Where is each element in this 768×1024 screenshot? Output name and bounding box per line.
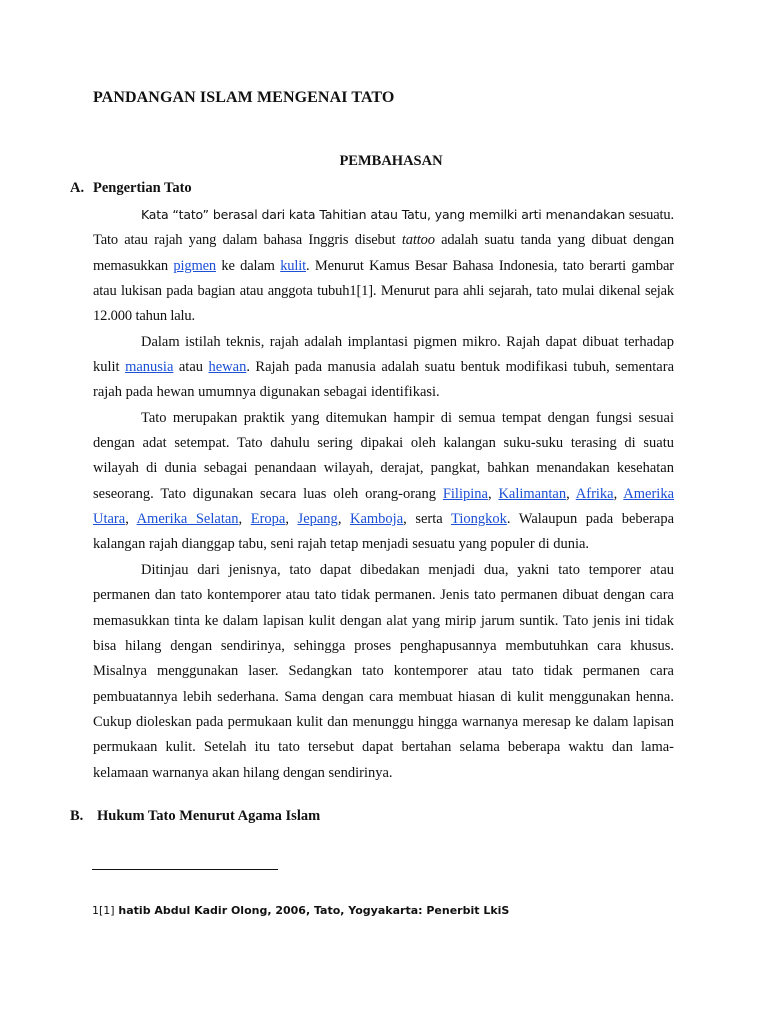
link-pigmen[interactable]: pigmen bbox=[173, 257, 216, 274]
link-amerika-utara[interactable]: Amerika Utara bbox=[93, 485, 675, 528]
link-kalimantan[interactable]: Kalimantan bbox=[498, 485, 567, 502]
subsection-b-heading bbox=[70, 808, 320, 825]
subsection-a-letter: A. bbox=[70, 180, 85, 196]
link-tiongkok[interactable]: Tiongkok bbox=[451, 511, 507, 528]
paragraph-2 bbox=[93, 330, 674, 406]
subsection-a-title: Pengertian Tato bbox=[93, 180, 192, 196]
subsection-b-title: Hukum Tato Menurut Agama Islam bbox=[97, 808, 321, 824]
paragraph-1-text-1: sesuatu. Tato atau rajah yang dalam bahasa Inggris disebut bbox=[93, 207, 674, 249]
link-kamboja[interactable]: Kamboja bbox=[350, 511, 404, 528]
paragraph-1-text-2: adalah suatu tanda yang dibuat dengan memasukkan bbox=[93, 232, 674, 274]
paragraph-2-text-3: . Rajah pada manusia adalah suatu bentuk modifikasi tubuh, sementara rajah pada hewan umumnya digunakan sebagai identifikasi. bbox=[93, 359, 675, 401]
separator: , bbox=[613, 485, 624, 502]
separator: , bbox=[125, 511, 137, 528]
link-amerika-selatan[interactable]: Amerika Selatan bbox=[136, 511, 239, 528]
link-eropa[interactable]: Eropa bbox=[250, 511, 286, 528]
paragraph-1-opening: Kata “tato” berasal dari kata Tahitian atau Tatu, yang memilki arti menandakan bbox=[141, 207, 626, 222]
conjunction-serta: , serta bbox=[403, 511, 451, 528]
link-filipina[interactable]: Filipina bbox=[442, 485, 488, 502]
paragraph-2-text-1: Dalam istilah teknis, rajah adalah implantasi pigmen mikro. Rajah dapat dibuat terhadap kulit bbox=[93, 333, 674, 376]
link-manusia[interactable]: manusia bbox=[125, 359, 174, 376]
link-jepang[interactable]: Jepang bbox=[297, 511, 338, 528]
section-heading bbox=[0, 153, 768, 170]
separator: , bbox=[487, 485, 499, 502]
section-heading-text: PEMBAHASAN bbox=[339, 153, 443, 169]
footnote-divider bbox=[92, 869, 278, 870]
paragraph-3-text-2: . Walaupun pada beberapa kalangan rajah dianggap tabu, seni rajah tetap menjadi sesuatu yang populer di dunia. bbox=[93, 511, 675, 553]
paragraph-1-text-3: ke dalam bbox=[215, 257, 281, 274]
paragraph-3 bbox=[93, 406, 674, 558]
paragraph-1 bbox=[93, 202, 674, 330]
subsection-b-letter: B. bbox=[70, 808, 84, 824]
separator: , bbox=[337, 511, 350, 528]
separator: , bbox=[566, 485, 576, 502]
body-text bbox=[93, 202, 674, 786]
paragraph-1-text-4: . Menurut Kamus Besar Bahasa Indonesia, tato berarti gambar atau lukisan pada bagian atau anggota tubuh1[1]. Menurut para ahli sejarah, tato mulai dikenal sejak 12.000 tahun lalu. bbox=[93, 257, 674, 325]
footnote-text: hatib Abdul Kadir Olong, 2006, Tato, Yogyakarta: Penerbit LkiS bbox=[114, 904, 510, 917]
link-hewan[interactable]: hewan bbox=[208, 359, 247, 376]
link-afrika[interactable]: Afrika bbox=[575, 485, 614, 502]
footnote bbox=[92, 904, 509, 917]
separator: , bbox=[238, 511, 251, 528]
document-title: PANDANGAN ISLAM MENGENAI TATO bbox=[93, 89, 395, 106]
paragraph-2-text-2: atau bbox=[173, 359, 209, 376]
link-kulit[interactable]: kulit bbox=[280, 257, 307, 274]
term-tattoo: tattoo bbox=[401, 232, 435, 249]
separator: , bbox=[285, 511, 298, 528]
footnote-ref: 1[1] bbox=[92, 904, 115, 917]
paragraph-4: Ditinjau dari jenisnya, tato dapat dibedakan menjadi dua, yakni tato temporer atau permanen dan tato kontemporer atau tato tidak permanen. Jenis tato permanen dibuat dengan cara memasukkan tinta ke dalam lapisan kulit dengan alat yang mirip jarum suntik. Tato jenis ini tidak bisa hilang dengan sendirinya, sehingga proses penghapusannya membutuhkan cara khusus. Misalnya menggunakan laser. Sedangkan tato kontemporer atau tato tidak permanen cara pembuatannya lebih sederhana. Sama dengan cara membuat hiasan di kulit menggunakan henna. Cukup dioleskan pada permukaan kulit dan menunggu hingga warnanya meresap ke dalam lapisan permukaan kulit. Setelah itu tato tersebut dapat bertahan selama beberapa waktu dan lama-kelamaan warnanya akan hilang dengan sendirinya. bbox=[93, 561, 674, 781]
paragraph-3-text-1: Tato merupakan praktik yang ditemukan hampir di semua tempat dengan fungsi sesuai dengan adat setempat. Tato dahulu sering dipakai oleh kalangan suku-suku terasing di suatu wilayah di dunia sebagai penandaan wilayah, derajat, pangkat, bahkan menandakan kesehatan seseorang. Tato digunakan secara luas oleh orang-orang bbox=[93, 409, 674, 502]
subsection-a-heading bbox=[70, 180, 192, 197]
